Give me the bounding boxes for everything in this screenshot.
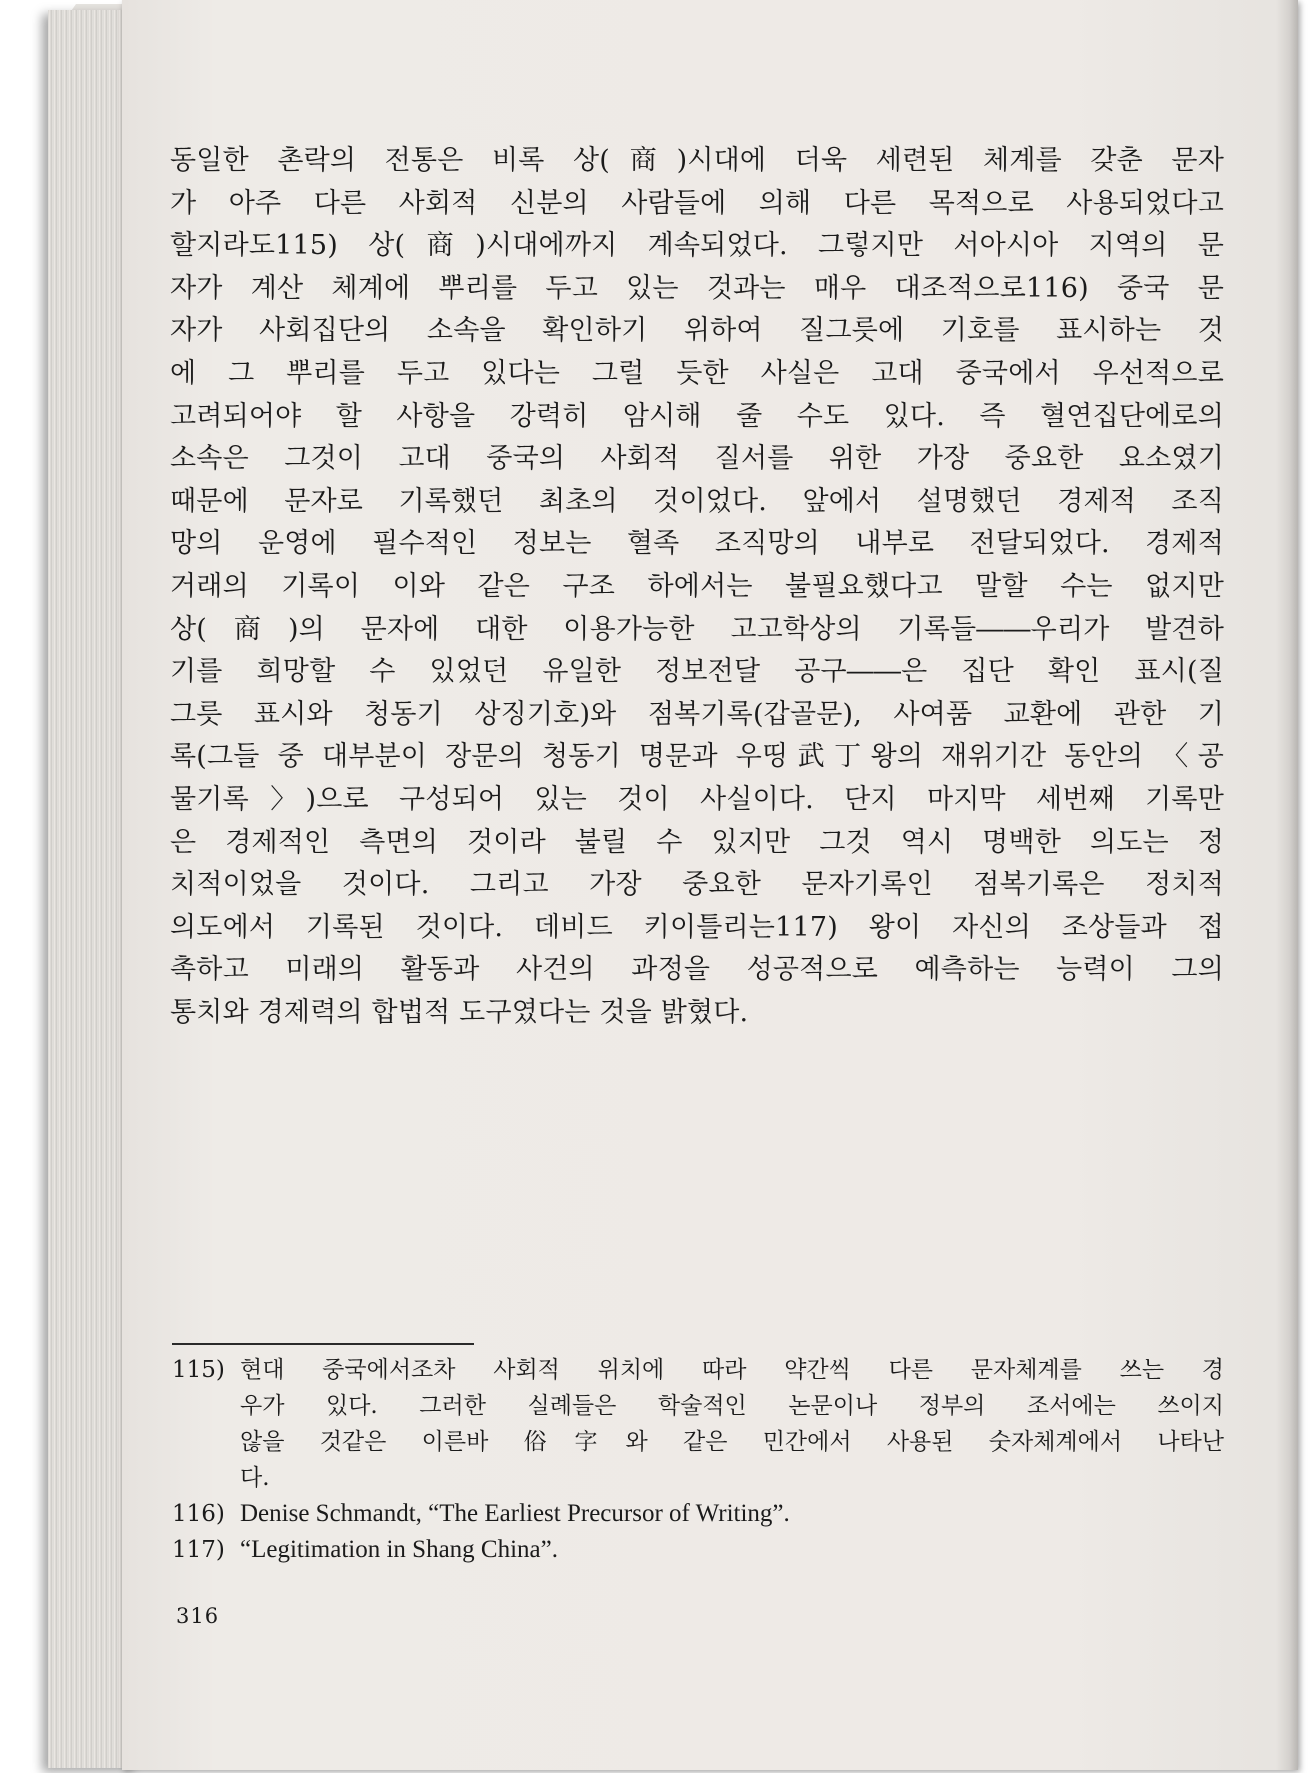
footnote-number: 116) xyxy=(172,1501,225,1527)
body-line: 통치와 경제력의 합법적 도구였다는 것을 밝혔다. xyxy=(170,996,749,1028)
body-line: 의도에서 기록된 것이다. 데비드 키이틀리는117) 왕이 자신의 조상들과 접 xyxy=(170,911,1224,943)
footnote-116 xyxy=(172,1496,1224,1532)
body-line: 고려되어야 할 사항을 강력히 암시해 줄 수도 있다. 즉 혈연집단에로의 xyxy=(170,400,1224,432)
footnote-line: 우가 있다. 그러한 실례들은 학술적인 논문이나 정부의 조서에는 쓰이지 xyxy=(240,1393,1224,1419)
body-line: 자가 사회집단의 소속을 확인하기 위하여 질그릇에 기호를 표시하는 것 xyxy=(170,315,1224,347)
body-line: 망의 운영에 필수적인 정보는 혈족 조직망의 내부로 전달되었다. 경제적 xyxy=(170,528,1224,560)
footnote-117 xyxy=(172,1532,1224,1568)
body-text xyxy=(170,140,1224,1034)
body-line: 에 그 뿌리를 두고 있다는 그럴 듯한 사실은 고대 중국에서 우선적으로 xyxy=(170,357,1224,389)
body-line: 동일한 촌락의 전통은 비록 상(商)시대에 더욱 세련된 체계를 갖춘 문자 xyxy=(170,145,1224,176)
body-line: 록(그들 중 대부분이 장문의 청동기 명문과 우띵武丁왕의 재위기간 동안의 〈공 xyxy=(170,741,1224,773)
page-number: 316 xyxy=(176,1604,220,1628)
footnote-115 xyxy=(172,1352,1224,1496)
footnote-rule xyxy=(172,1343,474,1345)
body-line: 가 아주 다른 사회적 신분의 사람들에 의해 다른 목적으로 사용되었다고 xyxy=(170,187,1224,219)
body-line: 소속은 그것이 고대 중국의 사회적 질서를 위한 가장 중요한 요소였기 xyxy=(170,443,1224,475)
footnote-line: 않을 것같은 이른바 俗字와 같은 민간에서 사용된 숫자체계에서 나타난 xyxy=(240,1429,1224,1455)
page-gutter-shadow xyxy=(1276,0,1298,1770)
footnote-number: 115) xyxy=(172,1357,225,1383)
footnote-line: 다. xyxy=(240,1465,270,1491)
body-line: 촉하고 미래의 활동과 사건의 과정을 성공적으로 예측하는 능력이 그의 xyxy=(170,954,1224,986)
body-line: 상(商)의 문자에 대한 이용가능한 고고학상의 기록들――우리가 발견하 xyxy=(170,613,1224,645)
footnote-line: 현대 중국에서조차 사회적 위치에 따라 약간씩 다른 문자체계를 쓰는 경 xyxy=(240,1357,1224,1383)
footnote-number: 117) xyxy=(172,1537,225,1563)
body-line: 치적이었을 것이다. 그리고 가장 중요한 문자기록인 점복기록은 정치적 xyxy=(170,869,1224,901)
body-line: 기를 희망할 수 있었던 유일한 정보전달 공구――은 집단 확인 표시(질 xyxy=(170,656,1224,688)
body-line: 때문에 문자로 기록했던 최초의 것이었다. 앞에서 설명했던 경제적 조직 xyxy=(170,485,1224,517)
body-line: 할지라도115) 상(商)시대에까지 계속되었다. 그렇지만 서아시아 지역의 문 xyxy=(170,230,1224,262)
body-line: 은 경제적인 측면의 것이라 불릴 수 있지만 그것 역시 명백한 의도는 정 xyxy=(170,826,1224,858)
footnotes xyxy=(172,1352,1224,1568)
footnote-line: Denise Schmandt, “The Earliest Precursor of Writing”. xyxy=(240,1500,790,1527)
footnote-line: “Legitimation in Shang China”. xyxy=(240,1536,558,1563)
body-line: 거래의 기록이 이와 같은 구조 하에서는 불필요했다고 말할 수는 없지만 xyxy=(170,570,1224,602)
body-line: 물기록〉)으로 구성되어 있는 것이 사실이다. 단지 마지막 세번째 기록만 xyxy=(170,783,1224,815)
body-line: 자가 계산 체계에 뿌리를 두고 있는 것과는 매우 대조적으로116) 중국 문 xyxy=(170,272,1224,304)
body-line: 그릇 표시와 청동기 상징기호)와 점복기록(갑골문), 사여품 교환에 관한 기 xyxy=(170,698,1224,730)
